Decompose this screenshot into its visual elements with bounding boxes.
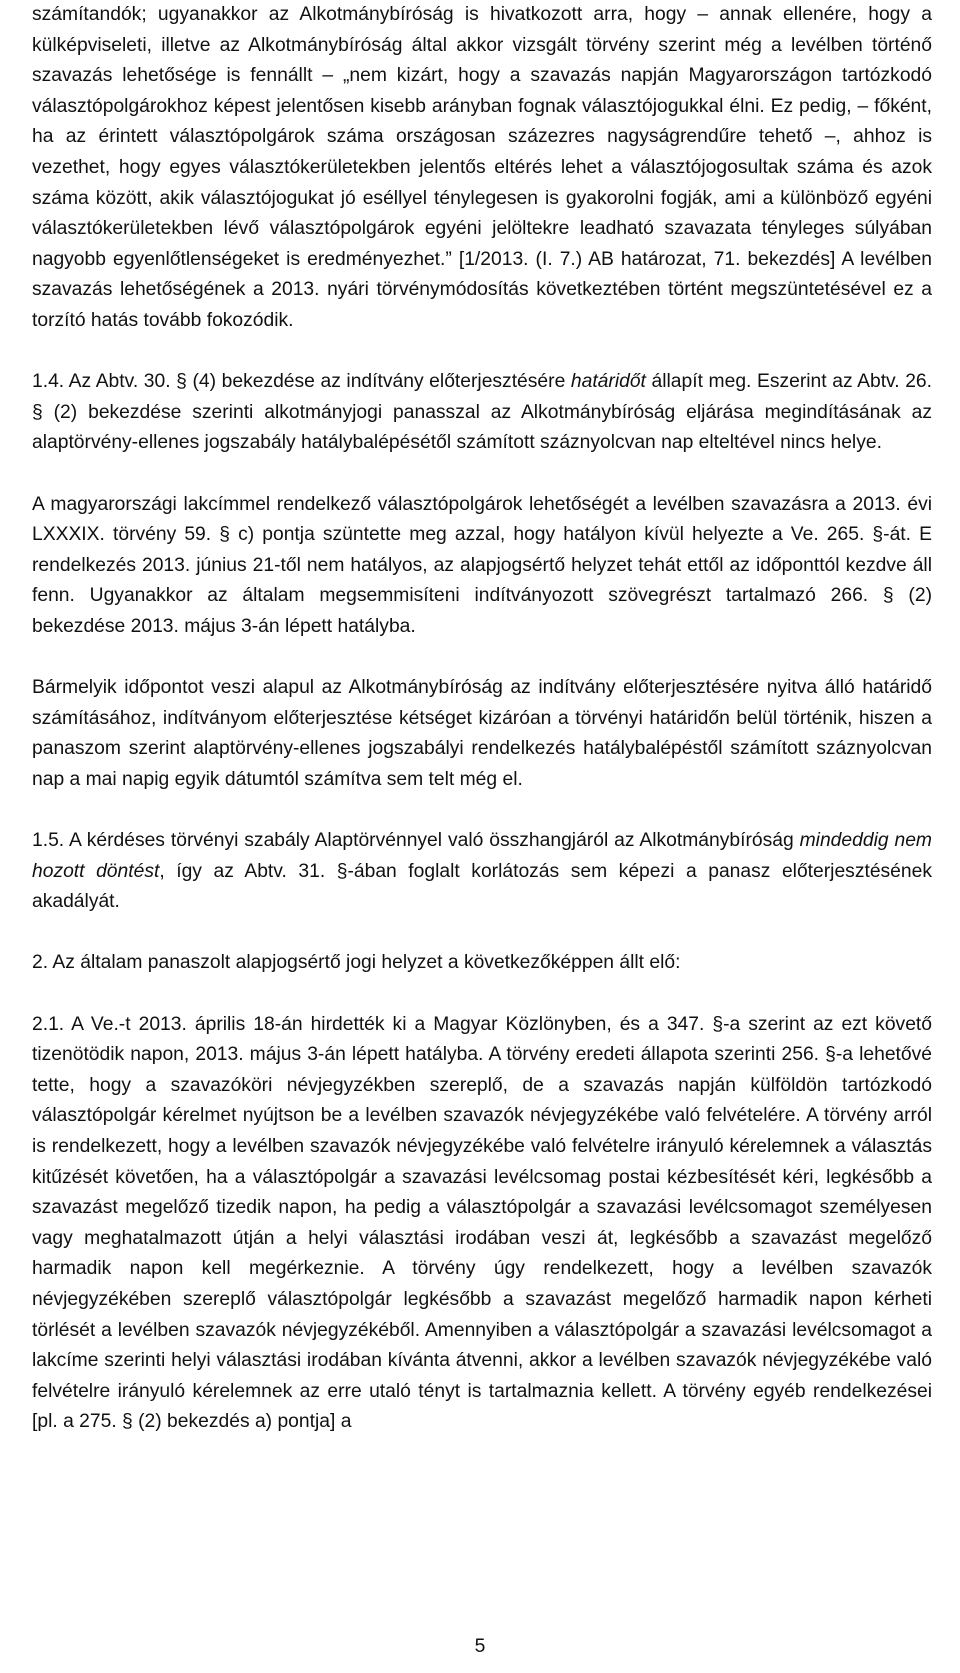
paragraph-gap: [32, 918, 932, 949]
italic-emphasis: mindeddig nem hozott döntést: [32, 830, 932, 882]
paragraph-lakcim: [32, 490, 932, 643]
paragraph-gap: [32, 642, 932, 673]
paragraph-barmelyik: [32, 673, 932, 795]
paragraph-text: 1.5. A kérdéses törvényi szabály Alaptörvénnyel való összhangjáról az Alkotmánybíróság: [32, 830, 800, 852]
paragraph-intro: [32, 0, 932, 337]
paragraph-gap: [32, 795, 932, 826]
paragraph-text: 2.1. A Ve.-t 2013. április 18-án hirdették ki a Magyar Közlönyben, és a 347. §-a szerint az ezt követő tizenötödik napon, 2013. május 3-án lépett hatályba. A törvény eredeti állapota szerinti 256. §-a lehetővé tette, hogy a szavazóköri névjegyzékben szereplő, de a szavazás napján külföldön tartózkodó választópolgár kérelmet nyújtson be a levélben szavazók névjegyzékébe való felvételére. A törvény arról is rendelkezett, hogy a levélben szavazók névjegyzékébe való felvételre irányuló kérelemnek a választás kitűzését követően, ha a választópolgár a szavazási levélcsomag postai kézbesítését kéri, legkésőbb a szavazást megelőző tizedik napon, ha pedig a választópolgár a szavazási levélcsomagot személyesen vagy meghatalmazott útján a helyi választási irodában veszi át, legkésőbb a szavazást megelőző harmadik napon kell megérkeznie. A törvény úgy rendelkezett, hogy a levélben szavazók névjegyzékében szereplő választópolgár legkésőbb a szavazást megelőző harmadik napon kérheti törlését a levélben szavazók névjegyzékéből. Amennyiben a választópolgár a szavazási levélcsomagot a lakcíme szerinti helyi választási irodában kívánta átvenni, akkor a levélben szavazók névjegyzékébe való felvételre irányuló kérelemnek az erre utaló tényt is tartalmaznia kellett. A törvény egyéb rendelkezései [pl. a 275. § (2) bekezdés a) pontja] a: [32, 1013, 932, 1433]
paragraph-2: [32, 948, 932, 979]
paragraph-1-5: [32, 826, 932, 918]
paragraph-text: , így az Abtv. 31. §-ában foglalt korlátozás sem képezi a panasz előterjesztésének akadályát.: [32, 860, 932, 913]
paragraph-text: 2. Az általam panaszolt alapjogsértő jogi helyzet a következőképpen állt elő:: [32, 952, 681, 974]
paragraph-text: Bármelyik időpontot veszi alapul az Alkotmánybíróság az indítvány előterjesztésére nyitva álló határidő számításához, indítványom előterjesztése kétséget kizáróan a törvényi határidőn belül történik, hiszen a panaszom szerint alaptörvény-ellenes jogszabályi rendelkezés hatálybalépéstől számított száznyolcvan nap a mai napig egyik dátumtól számítva sem telt még el.: [32, 677, 932, 790]
paragraph-gap: [32, 459, 932, 490]
paragraph-1-4: [32, 367, 932, 459]
italic-emphasis: határidőt: [570, 371, 646, 393]
document-page: [32, 0, 932, 1438]
paragraph-gap: [32, 337, 932, 368]
paragraph-text: A magyarországi lakcímmel rendelkező választópolgárok lehetőségét a levélben szavazásra a 2013. évi LXXXIX. törvény 59. § c) pontja szüntette meg azzal, hogy hatályon kívül helyezte a Ve. 265. §-át. E rendelkezés 2013. június 21-től nem hatályos, az alapjogsértő helyzet tehát ettől az időponttól kezdve áll fenn. Ugyanakkor az általam megsemmisíteni indítványozott szövegrészt tartalmazó 266. § (2) bekezdése 2013. május 3-án lépett hatályba.: [32, 493, 932, 637]
paragraph-text: 1.4. Az Abtv. 30. § (4) bekezdése az indítvány előterjesztésére: [32, 371, 571, 393]
paragraph-text: számítandók; ugyanakkor az Alkotmánybíróság is hivatkozott arra, hogy – annak ellenére, hogy a külképviseleti, illetve az Alkotmánybíróság által akkor vizsgált törvény szerint még a levélben történő szavazás lehetősége is fennállt – „nem kizárt, hogy a szavazás napján Magyarországon tartózkodó választópolgárokhoz képest jelentősen kisebb arányban fognak választójogukkal élni. Ez pedig, – főként, ha az érintett választópolgárok száma országosan százezres nagyságrendűre tehető –, ahhoz is vezethet, hogy egyes választókerületekben jelentős eltérés lehet a választójogosultak száma és azok száma között, akik választójogukat jó eséllyel ténylegesen is gyakorolni fogják, ami a különböző egyéni választókerületekben lévő választópolgárok egyéni jelöltekre leadható szavazata tényleges súlyában nagyobb egyenlőtlenségeket is eredményezhet.” [1/2013. (I. 7.) AB határozat, 71. bekezdés] A levélben szavazás lehetőségének a 2013. nyári törvénymódosítás következtében történt megszüntetésével ez a torzító hatás tovább fokozódik.: [32, 4, 932, 331]
paragraph-2-1: [32, 1010, 932, 1438]
paragraph-gap: [32, 979, 932, 1010]
paragraph-text: állapít meg. Eszerint az Abtv. 26. § (2) bekezdése szerinti alkotmányjogi panasszal az Alkotmánybíróság eljárása megindításának az alaptörvény-ellenes jogszabály hatálybalépésétől számított száznyolcvan nap elteltével nincs helye.: [32, 371, 932, 454]
page-number: 5: [474, 1636, 486, 1657]
